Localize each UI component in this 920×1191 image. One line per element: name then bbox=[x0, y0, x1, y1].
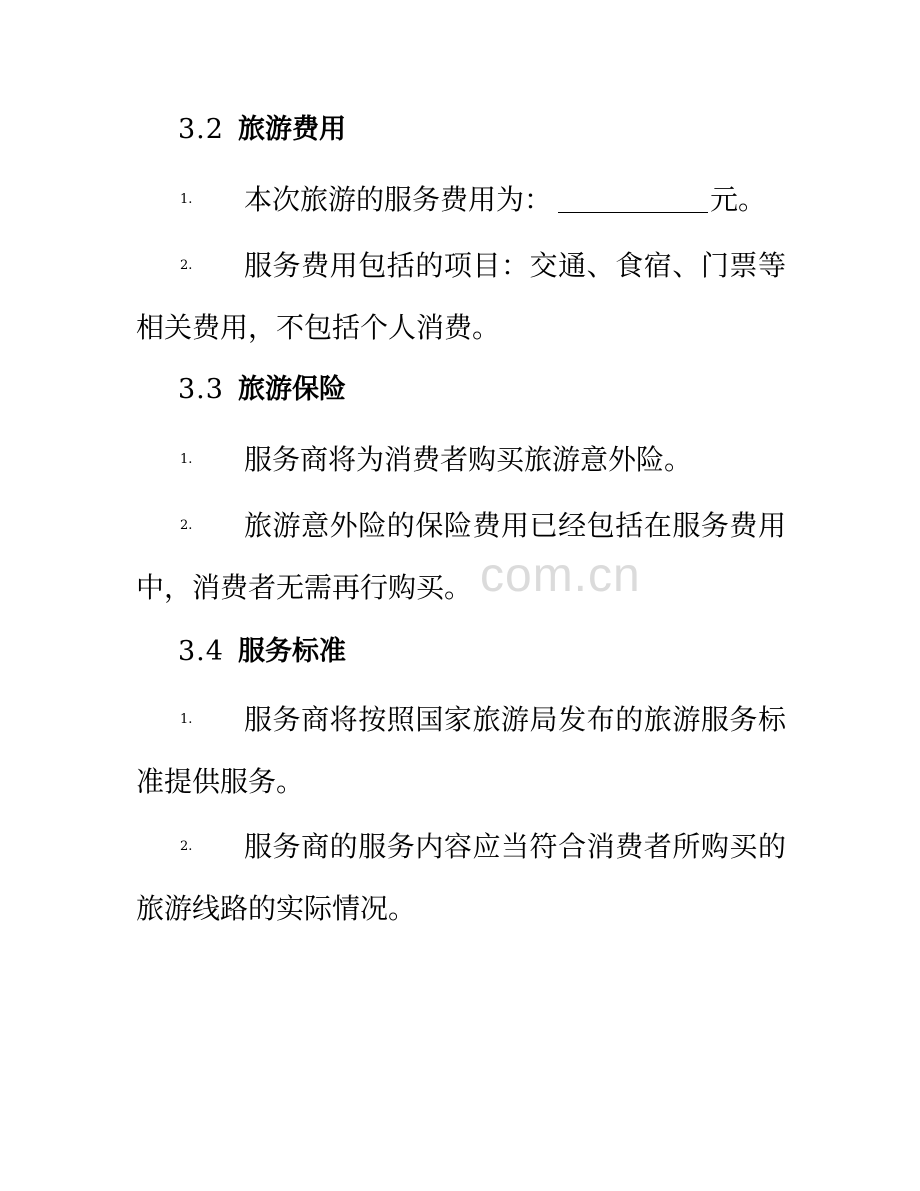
section-number: 3.4 bbox=[178, 636, 224, 667]
item-text-after: 元。 bbox=[710, 183, 767, 216]
list-marker: 1. bbox=[180, 452, 193, 467]
list-item bbox=[136, 689, 786, 813]
watermark: com.cn bbox=[480, 549, 641, 602]
section-title: 服务标准 bbox=[237, 636, 346, 667]
fee-blank-field[interactable] bbox=[558, 184, 708, 213]
section-heading-3-4 bbox=[178, 632, 346, 672]
section-title: 旅游费用 bbox=[237, 114, 346, 145]
list-item bbox=[136, 169, 786, 231]
list-marker: 1. bbox=[180, 712, 193, 727]
section-heading-3-3 bbox=[178, 370, 346, 410]
item-text: 服务商的服务内容应当符合消费者所购买的旅游线路的实际情况。 bbox=[136, 830, 786, 925]
list-marker: 2. bbox=[180, 839, 193, 854]
section-heading-3-2 bbox=[178, 110, 346, 150]
list-item bbox=[136, 429, 786, 491]
item-text-before: 本次旅游的服务费用为： bbox=[244, 183, 553, 216]
list-item bbox=[136, 816, 786, 940]
item-text: 服务商将按照国家旅游局发布的旅游服务标准提供服务。 bbox=[136, 703, 786, 798]
list-marker: 2. bbox=[180, 258, 193, 273]
section-title: 旅游保险 bbox=[237, 374, 346, 405]
item-text: 服务商将为消费者购买旅游意外险。 bbox=[244, 443, 693, 476]
list-item bbox=[136, 495, 786, 619]
section-number: 3.2 bbox=[178, 114, 224, 145]
list-item bbox=[136, 235, 786, 359]
list-marker: 1. bbox=[180, 192, 193, 207]
list-marker: 2. bbox=[180, 518, 193, 533]
section-number: 3.3 bbox=[178, 374, 224, 405]
item-text: 服务费用包括的项目：交通、食宿、门票等相关费用，不包括个人消费。 bbox=[136, 249, 786, 344]
item-text: 旅游意外险的保险费用已经包括在服务费用中，消费者无需再行购买。 bbox=[136, 509, 786, 604]
